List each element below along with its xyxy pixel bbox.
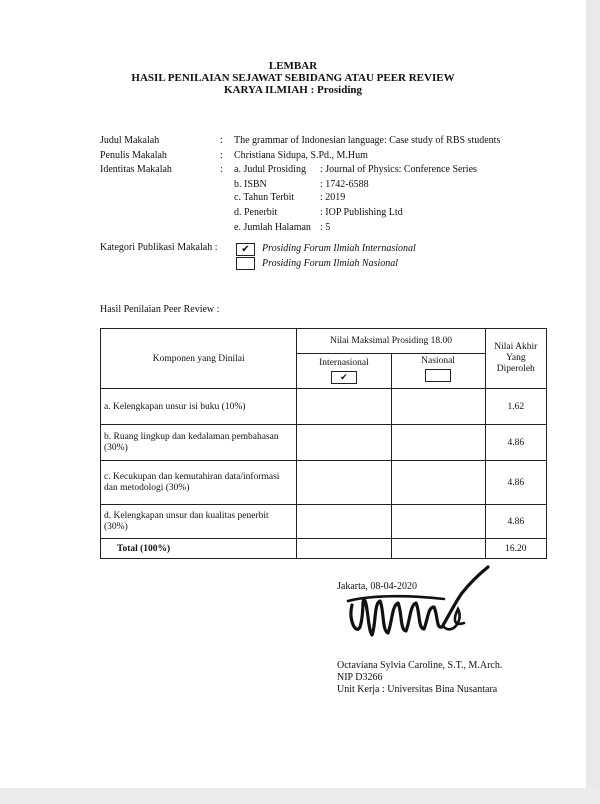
total-label: Total (100%): [101, 539, 297, 559]
review-section-label: Hasil Penilaian Peer Review :: [100, 304, 220, 315]
header-nasional-label: Nasional: [421, 356, 455, 366]
kategori-nasional-checkbox[interactable]: [236, 257, 255, 270]
table-row: [101, 461, 547, 505]
halaman-value: : 5: [320, 222, 331, 233]
identitas-colon: :: [220, 164, 223, 175]
isbn-label: b. ISBN: [234, 179, 267, 190]
header-nasional: [391, 354, 485, 389]
header-nilai-maksimal: Nilai Maksimal Prosiding 18.00: [297, 329, 485, 354]
nasional-cell: [391, 425, 485, 461]
nasional-checkbox[interactable]: [425, 369, 451, 382]
doc-title-line1: LEMBAR: [268, 60, 318, 72]
nilai-akhir-cell: 1.62: [485, 389, 546, 425]
reviewer-name: Octaviana Sylvia Caroline, S.T., M.Arch.: [337, 660, 503, 671]
header-komponen: Komponen yang Dinilai: [101, 329, 297, 389]
penerbit-value: : IOP Publishing Ltd: [320, 207, 403, 218]
handwritten-signature: [340, 565, 500, 650]
kategori-internasional-checkbox[interactable]: [236, 243, 255, 256]
check-icon: ✔: [340, 372, 348, 382]
judul-prosiding-label: a. Judul Prosiding: [234, 164, 306, 175]
reviewer-nip: NIP D3266: [337, 672, 383, 683]
internasional-cell: [297, 539, 391, 559]
penulis-value: Christiana Sidupa, S.Pd., M.Hum: [234, 150, 368, 161]
internasional-cell: [297, 389, 391, 425]
penerbit-label: d. Penerbit: [234, 207, 278, 218]
tahun-value: : 2019: [320, 192, 346, 203]
halaman-label: e. Jumlah Halaman: [234, 222, 311, 233]
table-row: [101, 505, 547, 539]
judul-prosiding-value: : Journal of Physics: Conference Series: [320, 164, 477, 175]
header-internasional: [297, 354, 391, 389]
doc-title-line2: HASIL PENILAIAN SEJAWAT SEBIDANG ATAU PEER REVIEW: [131, 72, 455, 84]
nasional-cell: [391, 505, 485, 539]
doc-title-line3: KARYA ILMIAH : Prosiding: [223, 84, 363, 96]
nilai-akhir-cell: 4.86: [485, 425, 546, 461]
nilai-akhir-cell: 4.86: [485, 461, 546, 505]
tahun-label: c. Tahun Terbit: [234, 192, 295, 203]
kategori-label: Kategori Publikasi Makalah :: [100, 242, 218, 253]
internasional-cell: [297, 425, 391, 461]
judul-label: Judul Makalah: [100, 135, 160, 146]
penulis-label: Penulis Makalah: [100, 150, 167, 161]
total-value: 16.20: [485, 539, 546, 559]
komponen-cell: b. Ruang lingkup dan kedalaman pembahasan (30%): [101, 425, 297, 461]
nasional-cell: [391, 389, 485, 425]
nasional-cell: [391, 461, 485, 505]
header-internasional-label: Internasional: [319, 358, 369, 368]
kategori-nasional-label: Prosiding Forum Ilmiah Nasional: [262, 258, 399, 269]
check-icon: ✔: [241, 244, 250, 255]
komponen-cell: a. Kelengkapan unsur isi buku (10%): [101, 389, 297, 425]
komponen-cell: c. Kecukupan dan kemutahiran data/informasi dan metodologi (30%): [101, 461, 297, 505]
table-row: [101, 425, 547, 461]
internasional-cell: [297, 461, 391, 505]
judul-colon: :: [220, 135, 223, 146]
komponen-cell: d. Kelengkapan unsur dan kualitas penerbit (30%): [101, 505, 297, 539]
page-shadow-right: [586, 0, 600, 804]
nilai-akhir-cell: 4.86: [485, 505, 546, 539]
internasional-cell: [297, 505, 391, 539]
total-row: [101, 539, 547, 559]
kategori-internasional-label: Prosiding Forum Ilmiah Internasional: [262, 243, 416, 254]
isbn-value: : 1742-6588: [320, 179, 369, 190]
page-shadow-bottom: [0, 788, 600, 804]
judul-value: The grammar of Indonesian language: Case study of RBS students: [234, 135, 501, 146]
reviewer-unit: Unit Kerja : Universitas Bina Nusantara: [337, 684, 498, 695]
review-table: [100, 328, 547, 559]
header-nilai-akhir: Nilai Akhir Yang Diperoleh: [485, 329, 546, 389]
internasional-checkbox[interactable]: [331, 371, 357, 384]
place-date: Jakarta, 08-04-2020: [337, 581, 417, 592]
identitas-label: Identitas Makalah: [100, 164, 172, 175]
penulis-colon: :: [220, 150, 223, 161]
nasional-cell: [391, 539, 485, 559]
table-row: [101, 389, 547, 425]
